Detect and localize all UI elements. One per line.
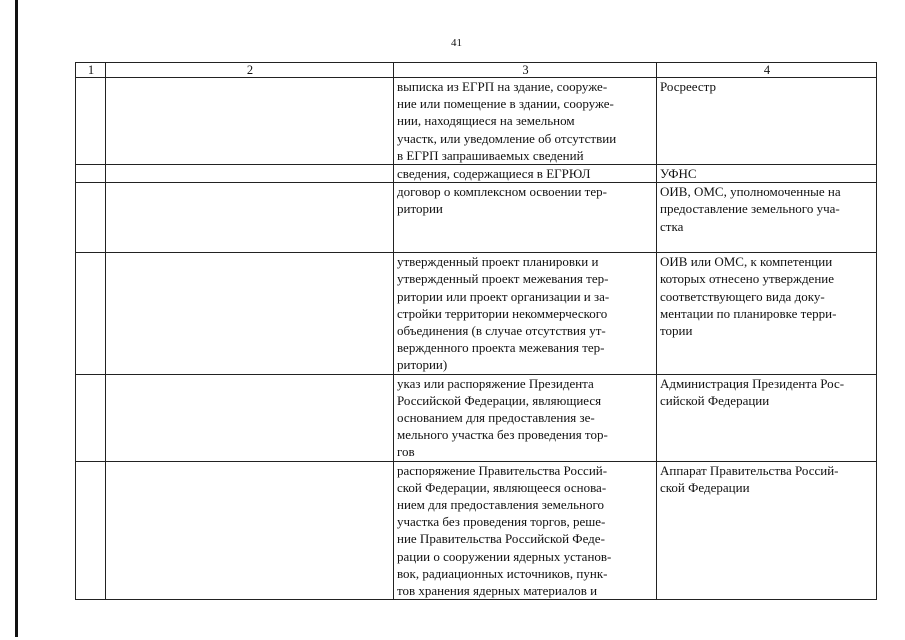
table-row (76, 253, 877, 374)
empty-cell (76, 165, 106, 183)
authority-text: ОИВ или ОМС, к компетенции которых отнесено утверждение соответствующего вида доку- ментации по планировке терри- тории (660, 254, 837, 339)
column-header-2: 2 (106, 63, 394, 78)
empty-cell (76, 183, 106, 253)
empty-cell (106, 165, 394, 183)
empty-cell (106, 78, 394, 165)
authority-cell (657, 165, 877, 183)
empty-cell (76, 253, 106, 374)
binding-edge-line (15, 0, 18, 637)
document-cell (394, 78, 657, 165)
document-cell (394, 183, 657, 253)
authority-text: Росреестр (660, 79, 716, 94)
document-text: утвержденный проект планировки и утвержденный проект межевания тер- ритории или проект организации и за- стройки территории некоммерческого объединения (в случае отсутствия ут- вержденного проекта межевания тер- ритории) (397, 254, 610, 373)
empty-cell (76, 78, 106, 165)
table-row (76, 165, 877, 183)
document-text: указ или распоряжение Президента Российской Федерации, являющиеся основанием для предоставления зе- мельного участка без проведения тор- гов (397, 375, 608, 460)
table-row (76, 374, 877, 461)
empty-cell (76, 461, 106, 600)
document-cell (394, 374, 657, 461)
document-cell (394, 253, 657, 374)
document-text: сведения, содержащиеся в ЕГРЮЛ (397, 166, 591, 182)
authority-cell (657, 78, 877, 165)
authority-cell (657, 374, 877, 461)
documents-table (75, 62, 877, 600)
authority-text: Администрация Президента Рос- сийской Федерации (660, 375, 845, 408)
column-header-1: 1 (76, 63, 106, 78)
column-header-4: 4 (657, 63, 877, 78)
column-header-3: 3 (394, 63, 657, 78)
authority-cell (657, 183, 877, 253)
document-cell (394, 461, 657, 600)
document-text: распоряжение Правительства Россий- ской Федерации, являющееся основа- нием для предоставления земельного участка без проведения торгов, реше- ние Правительства Российской Феде- рации о сооружении ядерных установ- вок, радиационных источников, пунк- тов хранения ядерных материалов и (397, 462, 612, 599)
empty-cell (106, 461, 394, 600)
table-row (76, 183, 877, 253)
empty-cell (76, 374, 106, 461)
table-row (76, 78, 877, 165)
authority-text: Аппарат Правительства Россий- ской Федерации (660, 462, 839, 495)
authority-text: УФНС (660, 166, 697, 182)
authority-cell (657, 253, 877, 374)
authority-cell (657, 461, 877, 600)
empty-cell (106, 183, 394, 253)
page-number: 41 (451, 37, 462, 49)
empty-cell (106, 374, 394, 461)
document-cell (394, 165, 657, 183)
authority-text: ОИВ, ОМС, уполномоченные на предоставление земельного уча- стка (660, 184, 841, 234)
table-header-row (76, 63, 877, 78)
document-text: выписка из ЕГРП на здание, сооруже- ние или помещение в здании, сооруже- нии, находящиеся на земельном участк, или уведомление об отсутствии в ЕГРП запрашиваемых сведений (397, 79, 617, 163)
empty-cell (106, 253, 394, 374)
document-text: договор о комплексном освоении тер- ритории (397, 184, 607, 217)
table-row (76, 461, 877, 600)
